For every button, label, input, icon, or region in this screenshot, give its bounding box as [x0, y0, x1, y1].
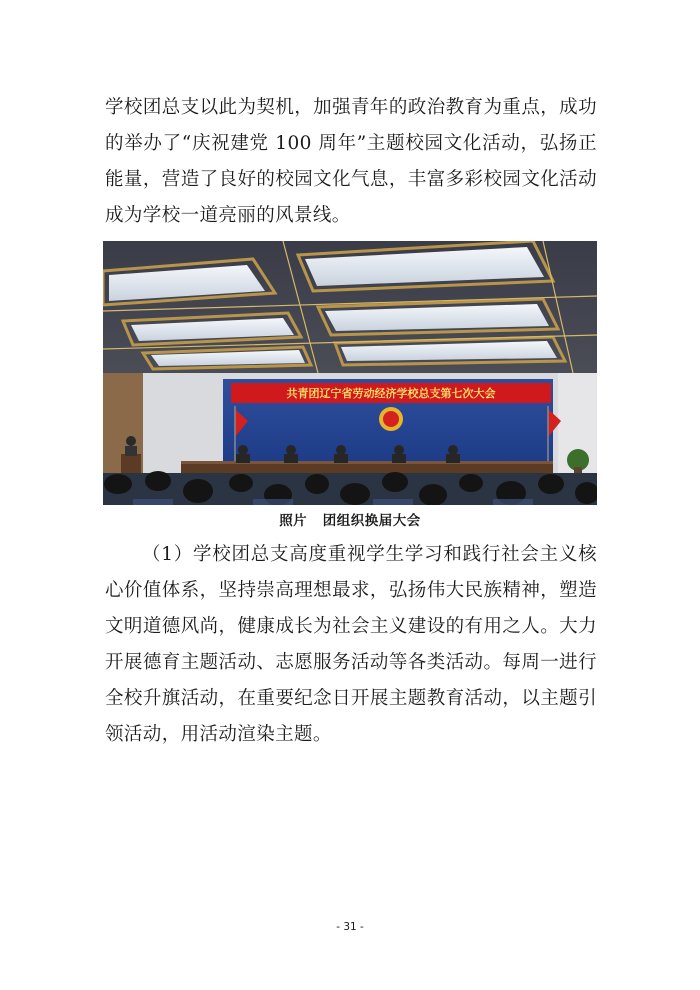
body-paragraph-2: （1）学校团总支高度重视学生学习和践行社会主义核心价值体系，坚持崇高理想最求，弘扬伟大民族精神，塑造文明道德风尚，健康成长为社会主义建设的有用之人。大力开展德育主题活动、志愿服务活动等各类活动。每周一进行全校升旗活动，在重要纪念日开展主题教育活动，以主题引领活动，用活动渲染主题。	[105, 544, 597, 745]
photo-caption: 照片 团组织换届大会	[279, 513, 421, 529]
page-number: - 31 -	[336, 921, 364, 933]
banner-text: 共青团辽宁省劳动经济学校总支第七次大会	[286, 387, 496, 400]
meeting-photo	[103, 241, 597, 505]
body-paragraph-1: 学校团总支以此为契机，加强青年的政治教育为重点，成功的举办了“庆祝建党 100 周年”主题校园文化活动，弘扬正能量，营造了良好的校园文化气息，丰富多彩校园文化活动成为学校一道亮丽的风景线。	[105, 97, 597, 226]
